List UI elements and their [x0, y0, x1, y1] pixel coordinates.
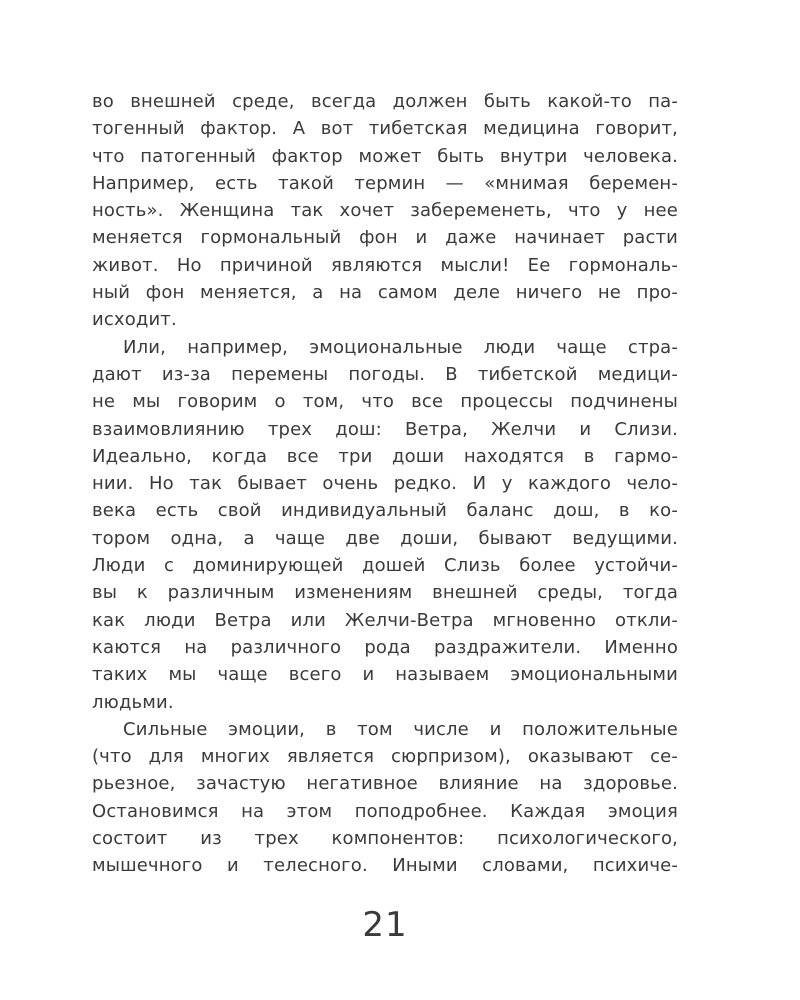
text-line: рьезное, зачастую негативное влияние на здоровье.	[92, 773, 678, 795]
paragraph-3	[92, 716, 678, 880]
paragraph-1	[92, 88, 678, 334]
text-line: людьми.	[92, 691, 174, 713]
text-line: Люди с доминирующей дошей Слизь более устойчи-	[92, 555, 678, 577]
text-line: Остановимся на этом поподробнее. Каждая эмоция	[92, 800, 678, 822]
text-line: взаимовлиянию трех дош: Ветра, Желчи и Слизи.	[92, 418, 678, 440]
text-line: каются на различного рода раздражители. Именно	[92, 636, 678, 658]
text-line: меняется гормональный фон и даже начинает расти	[92, 227, 678, 249]
text-line: Например, есть такой термин — «мнимая беремен-	[92, 172, 678, 194]
text-line: Идеально, когда все три доши находятся в гармо-	[92, 445, 678, 467]
text-line: Сильные эмоции, в том числе и положительные	[123, 718, 678, 740]
text-line: во внешней среде, всегда должен быть какой-то па-	[92, 91, 678, 112]
text-line: века есть свой индивидуальный баланс дош, в ко-	[92, 500, 678, 522]
text-line: ный фон меняется, а на самом деле ничего не про-	[92, 282, 678, 304]
text-line: тором одна, а чаще две доши, бывают ведущими.	[92, 527, 678, 549]
text-line: тогенный фактор. А вот тибетская медицина говорит,	[92, 118, 678, 140]
body-text	[92, 88, 678, 880]
text-line: нии. Но так бывает очень редко. И у каждого чело-	[92, 473, 678, 495]
text-line: дают из-за перемены погоды. В тибетской медици-	[92, 363, 678, 385]
text-line: ность». Женщина так хочет забеременеть, что у нее	[92, 200, 678, 222]
text-line: Или, например, эмоциональные люди чаще стра-	[123, 336, 678, 358]
text-line: таких мы чаще всего и называем эмоциональными	[92, 664, 678, 686]
text-line: состоит из трех компонентов: психологического,	[92, 828, 678, 850]
text-line: не мы говорим о том, что все процессы подчинены	[92, 391, 678, 413]
text-line: как люди Ветра или Желчи-Ветра мгновенно откли-	[92, 609, 678, 631]
paragraph-2	[92, 334, 678, 716]
text-line: что патогенный фактор может быть внутри человека.	[92, 145, 678, 167]
text-line: живот. Но причиной являются мысли! Ее гормональ-	[92, 254, 678, 276]
page-number: 21	[362, 905, 408, 945]
text-line: исходит.	[92, 309, 177, 331]
text-line: вы к различным изменениям внешней среды, тогда	[92, 582, 678, 604]
text-line: (что для многих является сюрпризом), оказывают се-	[92, 746, 678, 768]
text-line: мышечного и телесного. Иными словами, психиче-	[92, 855, 678, 877]
